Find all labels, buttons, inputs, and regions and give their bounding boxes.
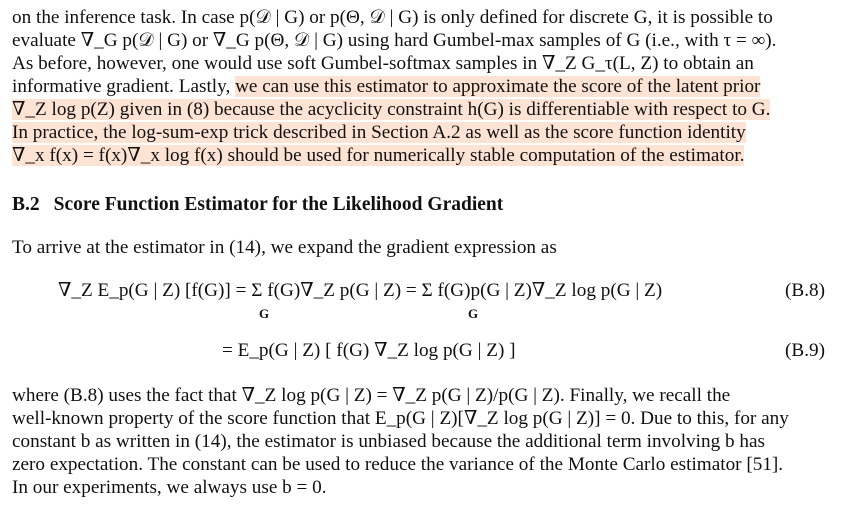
sum-subscript: G (468, 306, 479, 321)
equation-b8: ∇_Z E_p(G | Z) [f(G)] = Σ f(G)∇_Z p(G | Z) = Σ f(G)p(G | Z)∇_Z log p(G | Z) (58, 280, 663, 301)
section-number: B.2 (12, 194, 40, 215)
section-heading (12, 194, 503, 216)
highlighted-text: ∇_Z log p(Z) given in (8) because the acyclicity constraint h(G) is differentiable with respect to G. (12, 99, 771, 120)
text-segment: evaluate ∇_G p(𝒟 | G) or ∇_G p(Θ, 𝒟 | G) using hard Gumbel-max samples of G (i.e., with τ = ∞). (12, 30, 777, 51)
highlighted-text: ∇_x f(x) = f(x)∇_x log f(x) should be used for numerically stable computation of the estimator. (12, 145, 745, 166)
paragraph-1-line-7 (12, 144, 829, 168)
text-segment: To arrive at the estimator in (14), we expand the gradient expression as (12, 237, 557, 258)
paragraph-1-line-2 (12, 29, 829, 53)
paragraph-1-line-1 (12, 6, 829, 30)
intro-line (12, 236, 829, 260)
highlighted-text: we can use this estimator to approximate the score of the latent prior (235, 76, 761, 97)
paragraph-1-line-3 (12, 52, 829, 76)
paragraph-2-line-1 (12, 384, 829, 408)
text-segment: As before, however, one would use soft Gumbel-softmax samples in ∇_Z G_τ(L, Z) to obtain an (12, 53, 754, 74)
section-title: Score Function Estimator for the Likelihood Gradient (53, 194, 504, 215)
text-segment: In our experiments, we always use b = 0. (12, 477, 327, 498)
paragraph-1-line-5 (12, 98, 829, 122)
paragraph-2-line-3 (12, 430, 829, 454)
paragraph-1-line-4 (12, 75, 829, 99)
text-segment: informative gradient. Lastly, (12, 76, 236, 97)
text-segment: well-known property of the score function that E_p(G | Z)[∇_Z log p(G | Z)] = 0. Due to this, for any (12, 408, 789, 429)
highlighted-text: In practice, the log-sum-exp trick described in Section A.2 as well as the score function identity (12, 122, 746, 143)
text-segment: zero expectation. The constant can be used to reduce the variance of the Monte Carlo estimator [51]. (12, 454, 784, 475)
paragraph-2-line-2 (12, 407, 829, 431)
equation-number-b8: (B.8) (785, 280, 825, 301)
text-segment: on the inference task. In case p(𝒟 | G) or p(Θ, 𝒟 | G) is only defined for discrete G, it is possible to (12, 7, 773, 28)
text-segment: constant b as written in (14), the estimator is unbiased because the additional term involving b has (12, 431, 765, 452)
paragraph-2-line-4 (12, 453, 829, 477)
text-segment: where (B.8) uses the fact that ∇_Z log p(G | Z) = ∇_Z p(G | Z)/p(G | Z). Finally, we recall the (12, 385, 731, 406)
sum-subscript: G (259, 306, 270, 321)
paragraph-2-line-5 (12, 476, 829, 500)
paragraph-1-line-6 (12, 121, 829, 145)
equation-number-b9: (B.9) (785, 340, 825, 361)
equation-b9: = E_p(G | Z) [ f(G) ∇_Z log p(G | Z) ] (222, 340, 516, 361)
